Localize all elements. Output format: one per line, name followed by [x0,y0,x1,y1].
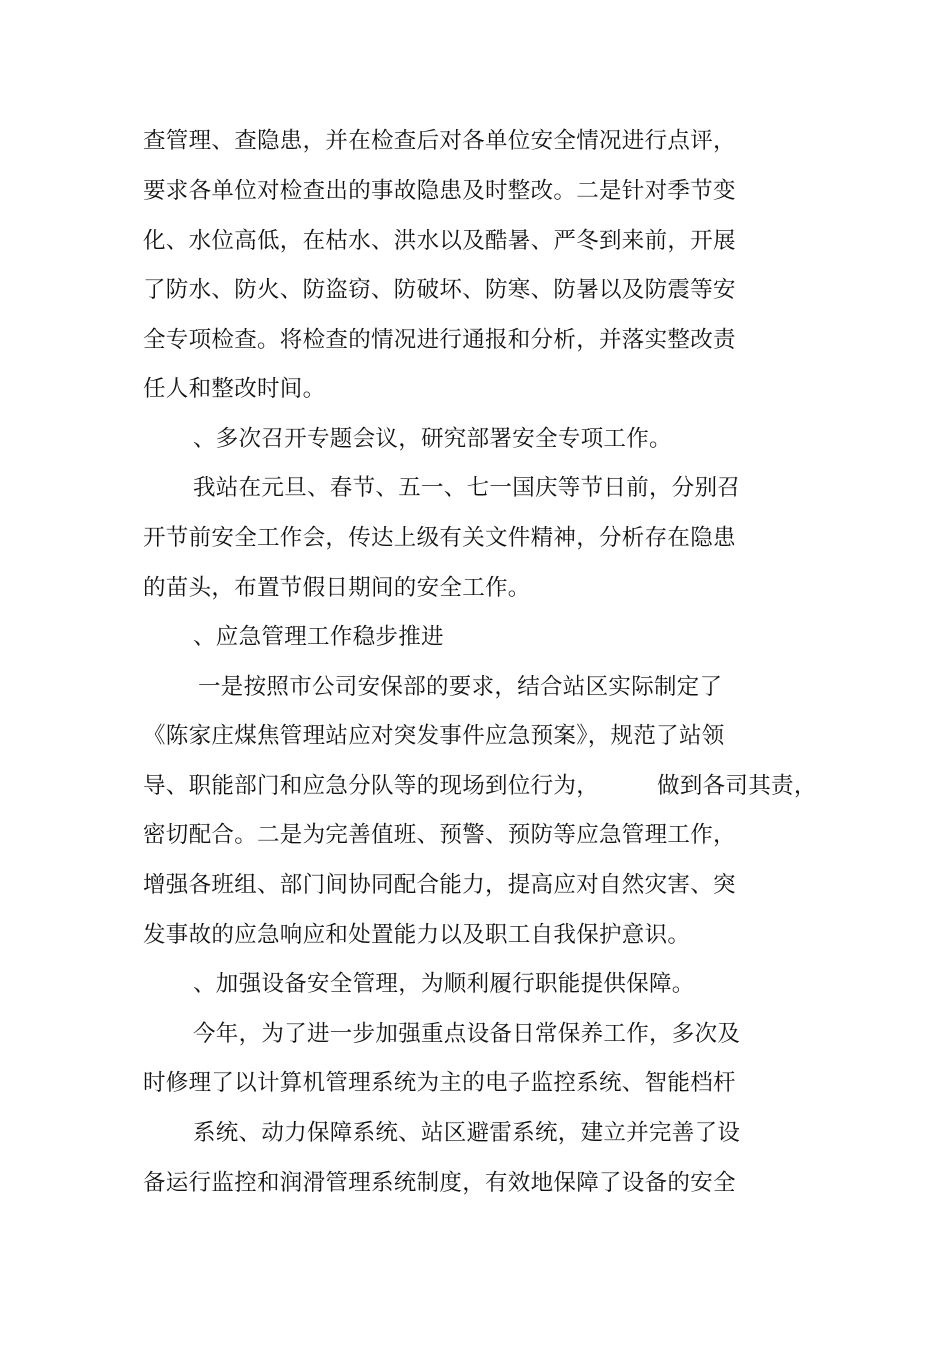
text-line: 《陈家庄煤焦管理站应对突发事件应急预案》，规范了站领 [143,723,725,749]
text-line: 要求各单位对检查出的事故隐患及时整改。二是针对季节变 [143,178,736,204]
section-heading: 、应急管理工作稳步推进 [193,624,444,650]
text-segment: 导、职能部门和应急分队等的现场到位行为， [143,773,600,799]
section-heading: 、多次召开专题会议，研究部署安全专项工作。 [193,426,672,452]
text-line: 密切配合。二是为完善值班、预警、预防等应急管理工作， [143,822,736,848]
text-line: 我站在元旦、春节、五一、七一国庆等节日前，分别召 [193,475,741,501]
section-heading: 、加强设备安全管理，为顺利履行职能提供保障。 [193,971,695,997]
text-line: 任人和整改时间。 [143,376,326,402]
text-line [143,771,817,801]
text-line: 系统、动力保障系统、站区避雷系统，建立并完善了设 [193,1120,741,1146]
text-line: 了防水、防火、防盗窃、防破坏、防寒、防暑以及防震等安 [143,277,736,303]
text-line: 的苗头，布置节假日期间的安全工作。 [143,575,531,601]
text-line: 备运行监控和润滑管理系统制度，有效地保障了设备的安全 [143,1170,736,1196]
text-line: 开节前安全工作会，传达上级有关文件精神，分析存在隐患 [143,525,736,551]
text-line: 时修理了以计算机管理系统为主的电子监控系统、智能档杆 [143,1070,736,1096]
text-line: 增强各班组、部门间协同配合能力，提高应对自然灾害、突 [143,872,736,898]
text-segment: 做到各司其责， [657,773,817,799]
text-line: 一是按照市公司安保部的要求，结合站区实际制定了 [198,674,723,700]
text-line: 化、水位高低，在枯水、洪水以及酷暑、严冬到来前，开展 [143,228,736,254]
text-line: 查管理、查隐患，并在检查后对各单位安全情况进行点评， [143,128,736,154]
text-line: 发事故的应急响应和处置能力以及职工自我保护意识。 [143,922,691,948]
text-line: 全专项检查。将检查的情况进行通报和分析，并落实整改责 [143,327,736,353]
text-line: 今年，为了进一步加强重点设备日常保养工作，多次及 [193,1021,741,1047]
